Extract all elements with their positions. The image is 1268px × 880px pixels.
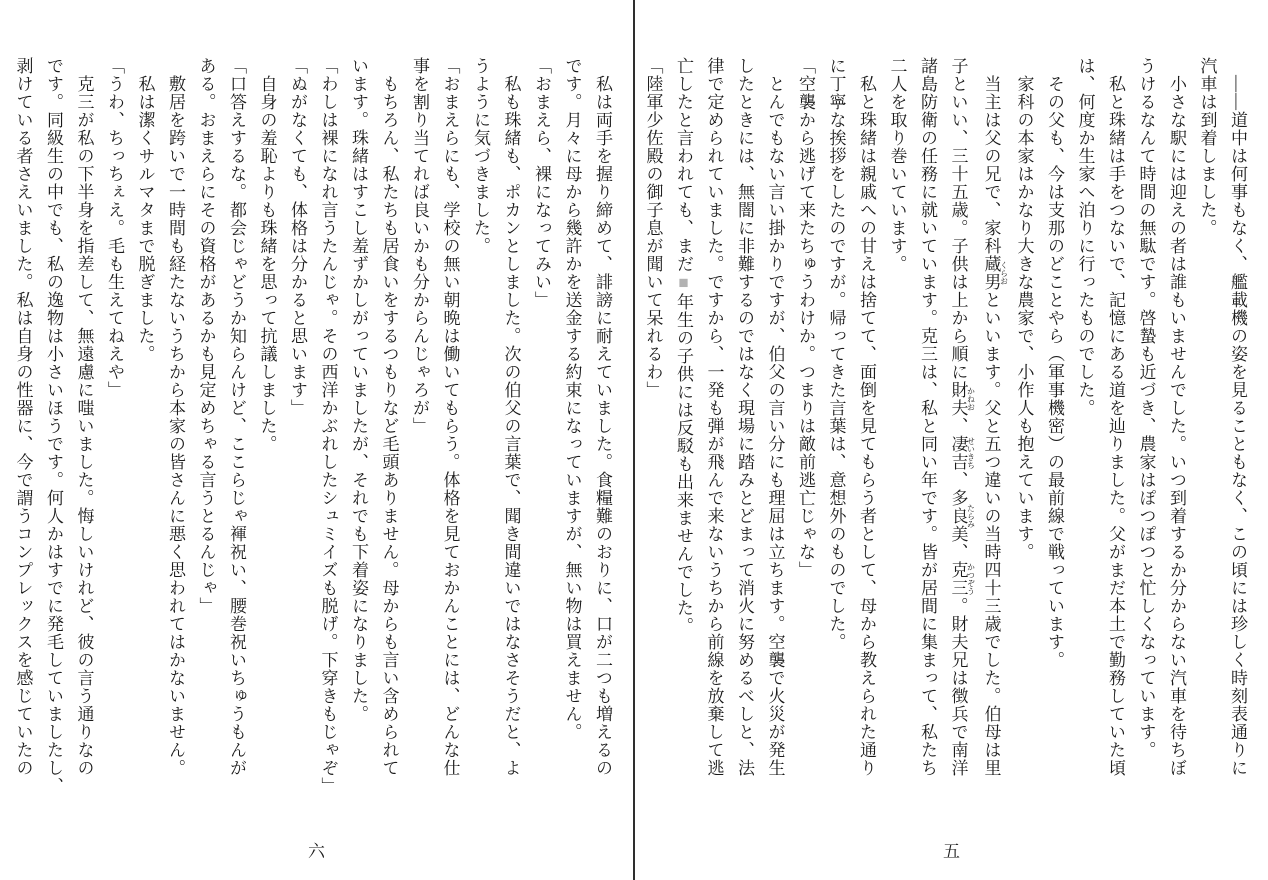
text-column: 小さな駅には迎えの者は誰もいませんでした。いつ到着するか分からない汽車を待ちぼ (1167, 75, 1186, 777)
text-column: 「口答えするな。都会じゃどうか知らんけど、ここらじゃ褌祝い、腰巻祝いちゅうもんが (227, 57, 246, 777)
text-column: います。珠緒はすこし羞ずかしがっていましたが、それでも下着姿になりました。 (349, 57, 368, 723)
censored-text: ■ (674, 273, 693, 293)
text-column: もちろん、私たちも居食いをするつもりなど毛頭ありません。母からも言い含められて (379, 75, 399, 777)
text-column: 汽車は到着しました。 (1197, 57, 1217, 237)
text-column: 律で定められていました。ですから、一発も弾が飛んで来ないうちから前線を放棄して逃 (704, 57, 724, 777)
text-column: 子といい、三十五歳。子供は上から順に財夫 かねお、凄吉 せいきち、多良美 たらみ、克三 かつぞう。財夫兄は徴兵で南洋 (948, 57, 976, 777)
text-column: 敷居を跨いで一時間も経たないうちから本家の皆さんに悪く思われてはかないません。 (166, 75, 185, 777)
page-number: 六 (308, 842, 325, 861)
text-column: です。同級生の中でも、私の逸物は小さいほうです。何人かはすでに発毛していましたし、 (44, 57, 63, 795)
page-six (0, 0, 633, 880)
text-column: 亡したと言われても、まだ■年生の子供には反駁も出来ませんでした。 (674, 57, 693, 635)
text-column: その父も、今は支那のどことやら（軍事機密）の最前線で戦っています。 (1045, 75, 1064, 669)
page-five-text (637, 57, 1252, 777)
text-column: ある。おまえらにその資格があるかも見定めちゃる言うとるんじゃ」 (196, 57, 216, 615)
text-column: 「陸軍少佐殿の御子息が聞いて呆れるわ」 (643, 57, 663, 399)
page-number: 五 (943, 842, 960, 861)
text-column: 私は潔くサルマタまで脱ぎました。 (135, 75, 155, 363)
text-column: 「うわ、ちっちぇえ。毛も生えてねえや」 (105, 57, 124, 399)
text-column: です。月々に母から幾許かを送金する約束になっていますが、無い物は買えません。 (562, 57, 582, 741)
text-column: 剥けている者さえいました。私は自身の性器に、今で謂うコンプレックスを感じていたの (13, 57, 33, 777)
text-column: 諸島防衛の任務に就いています。克三は、私と同い年です。皆が居間に集まって、私たち (918, 57, 937, 777)
text-column: 私と珠緒は親戚への甘えは捨てて、面倒を見てもらう者として、母から教えられた通り (857, 75, 876, 777)
text-column: 克三が私の下半身を指差して、無遠慮に嗤いました。悔しいけれど、彼の言う通りなの (74, 75, 94, 777)
text-column: うけるなんて時間の無駄です。啓蟄も近づき、農家はぽつぽつと忙しくなっています。 (1136, 57, 1156, 759)
text-column: に丁寧な挨拶をしたのですが。帰ってきた言葉は、意想外のものでした。 (826, 57, 846, 651)
text-column: 「わしは裸になれ言うたんじゃ。その西洋かぶれしたシュミイズも脱げ。下穿きもじゃぞ」 (318, 57, 338, 795)
page-six-text (7, 57, 617, 795)
text-column: 私は両手を握り締めて、誹謗に耐えていました。食糧難のおりに、口が二つも増えるの (593, 75, 612, 777)
page-five (635, 0, 1268, 880)
text-column: うように気づきました。 (471, 57, 490, 255)
text-column: 「ぬがなくても、体格は分かると思います」 (288, 57, 307, 417)
text-column: 私と珠緒は手をつないで、記憶にある道を辿りました。父がまだ本土で勤務していた頃 (1106, 75, 1125, 777)
text-column: したときには、無闇に非難するのではなく現場に踏みとどまって消火に努めるべしと、法 (735, 57, 754, 777)
text-column: 私も珠緒も、ポカンとしました。次の伯父の言葉で、聞き間違いではなさそうだと、よ (501, 75, 521, 777)
text-column: とんでもない言い掛かりですが、伯父の言い分にも理屈は立ちます。空襲で火災が発生 (765, 75, 785, 777)
text-column: 二人を取り巻いています。 (887, 57, 907, 273)
text-column: 「おまえらにも、学校の無い朝晩は働いてもらう。体格を見ておかんことには、どんな仕 (440, 57, 460, 777)
text-column: ――道中は何事もなく、艦載機の姿を見ることもなく、この頃には珍しく時刻表通りに (1228, 75, 1247, 777)
text-column: 「空襲から逃げて来たちゅうわけか。つまりは敵前逃亡じゃな」 (796, 57, 815, 579)
text-column: は、何度か生家へ泊りに行ったものでした。 (1075, 57, 1095, 417)
text-column: 家科の本家はかなり大きな農家で、小作人も抱えています。 (1014, 75, 1034, 561)
text-column: 当主は父の兄で、家科蔵男 くらおといいます。父と五つ違いの当時四十三歳でした。伯母は里 (981, 75, 1009, 777)
text-column: 自身の羞恥よりも珠緒を思って抗議しました。 (257, 75, 277, 453)
text-column: 「おまえら、裸になってみい」 (532, 57, 551, 309)
text-column: 事を割り当てれば良いかも分からんじゃろが」 (410, 57, 429, 435)
